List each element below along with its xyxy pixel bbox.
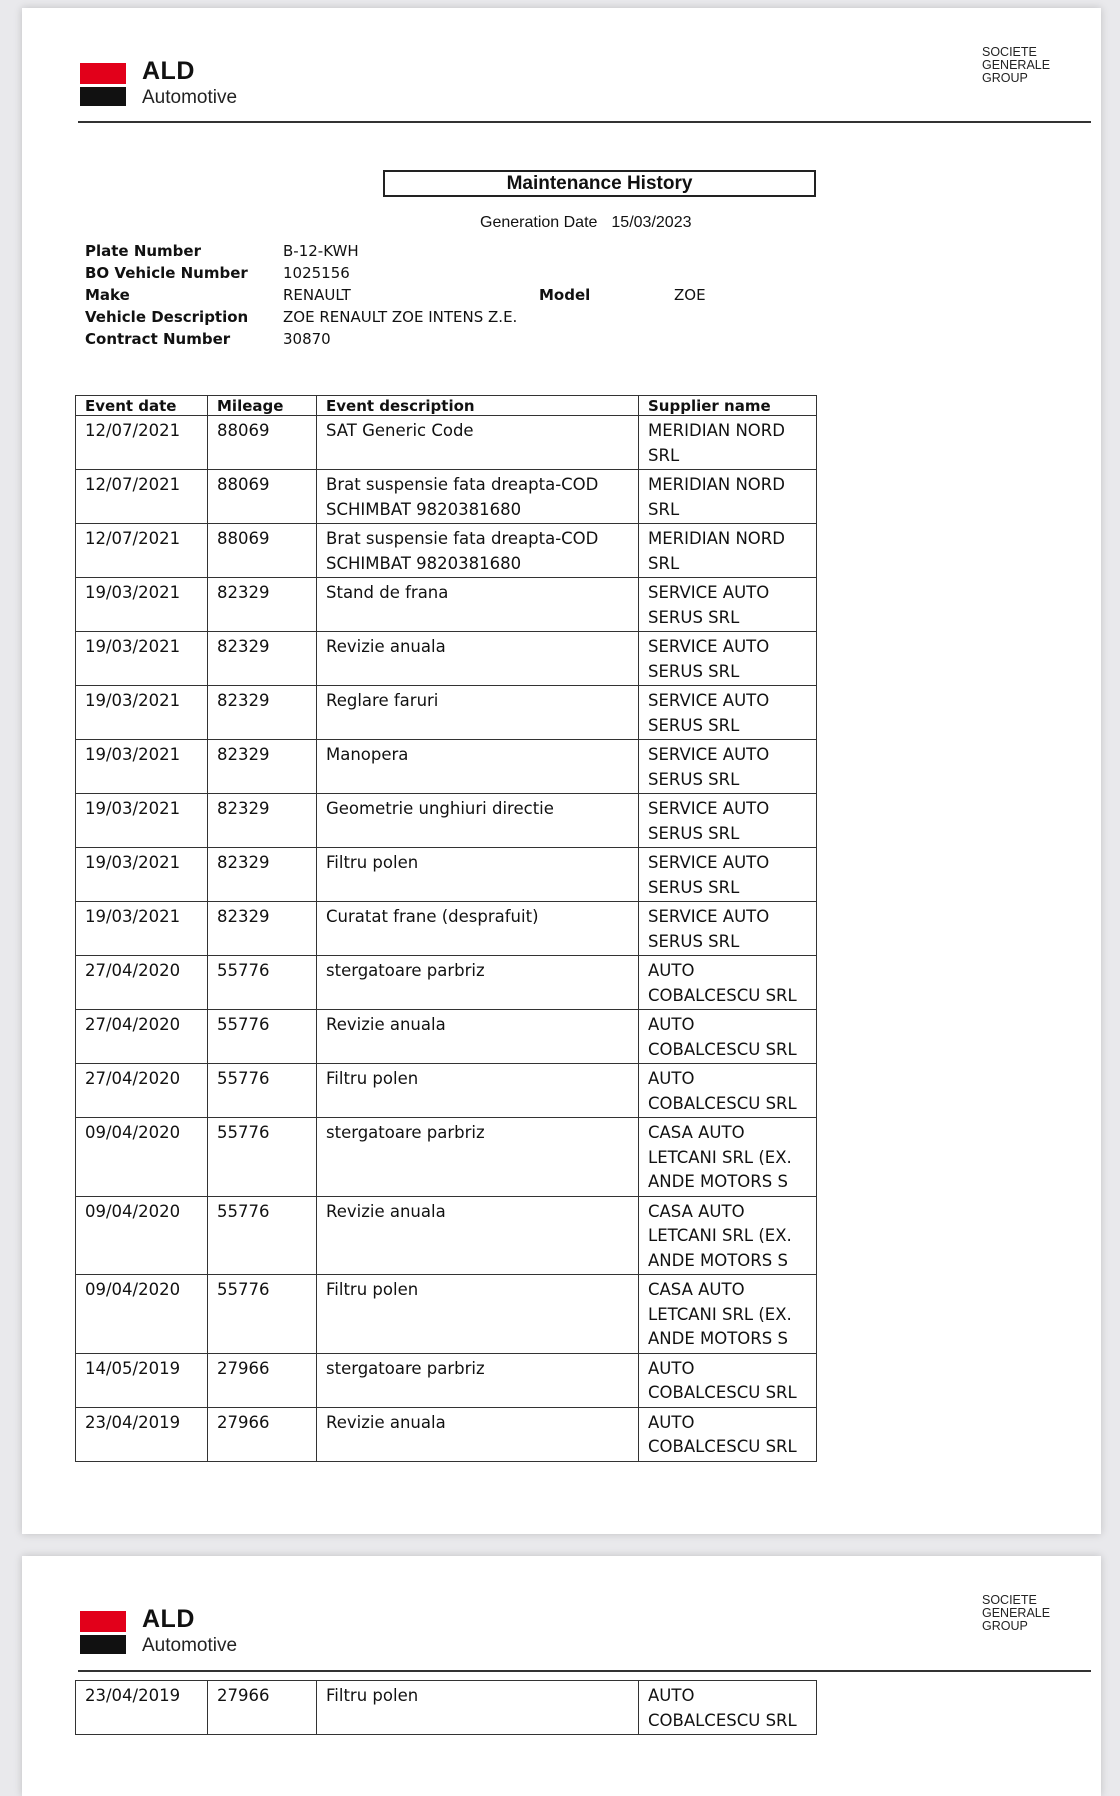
supplier-name-cell: SERVICE AUTO SERUS SRL — [639, 848, 817, 902]
mileage-cell: 55776 — [208, 1064, 317, 1118]
event-date-cell: 19/03/2021 — [76, 578, 208, 632]
table-row — [76, 1118, 817, 1197]
event-date-cell: 12/07/2021 — [76, 524, 208, 578]
table-row — [76, 902, 817, 956]
supplier-name-cell: AUTO COBALCESCU SRL — [639, 1064, 817, 1118]
event-date-cell: 19/03/2021 — [76, 686, 208, 740]
vehicle-description-value: ZOE RENAULT ZOE INTENS Z.E. — [283, 308, 518, 326]
logo-text-ald: ALD — [142, 1605, 195, 1633]
contract-number-label: Contract Number — [85, 330, 231, 348]
table-row — [76, 686, 817, 740]
mileage-cell: 88069 — [208, 470, 317, 524]
mileage-cell: 55776 — [208, 1010, 317, 1064]
generation-date-label: Generation Date — [480, 214, 598, 231]
table-row — [76, 470, 817, 524]
event-description-cell: Curatat frane (desprafuit) — [317, 902, 639, 956]
mileage-cell: 82329 — [208, 686, 317, 740]
vehicle-info-values — [283, 240, 517, 350]
header-divider — [78, 1670, 1091, 1672]
table-row — [76, 1196, 817, 1275]
societe-generale-group-label: SOCIETE GENERALE GROUP — [982, 45, 1051, 85]
supplier-name-cell: MERIDIAN NORD SRL — [639, 524, 817, 578]
mileage-cell: 88069 — [208, 524, 317, 578]
table-row — [76, 578, 817, 632]
event-description-cell: stergatoare parbriz — [317, 956, 639, 1010]
header-mileage: Mileage — [208, 396, 317, 416]
event-date-cell: 09/04/2020 — [76, 1275, 208, 1354]
event-date-cell: 12/07/2021 — [76, 470, 208, 524]
table-row — [76, 1064, 817, 1118]
table-row — [76, 848, 817, 902]
event-date-cell: 19/03/2021 — [76, 794, 208, 848]
supplier-name-cell: AUTO COBALCESCU SRL — [639, 1407, 817, 1461]
event-description-cell: Brat suspensie fata dreapta-COD SCHIMBAT 9820381680 — [317, 524, 639, 578]
generation-date-value: 15/03/2023 — [611, 214, 692, 231]
event-date-cell: 19/03/2021 — [76, 848, 208, 902]
event-description-cell: Filtru polen — [317, 848, 639, 902]
event-date-cell: 12/07/2021 — [76, 416, 208, 470]
model-label: Model — [539, 286, 591, 304]
event-description-cell: Revizie anuala — [317, 1407, 639, 1461]
mileage-cell: 55776 — [208, 1118, 317, 1197]
header-divider — [78, 121, 1091, 123]
event-date-cell: 14/05/2019 — [76, 1353, 208, 1407]
header-event-description: Event description — [317, 396, 639, 416]
plate-number-label: Plate Number — [85, 242, 201, 260]
event-date-cell: 09/04/2020 — [76, 1196, 208, 1275]
supplier-name-cell: AUTO COBALCESCU SRL — [639, 1010, 817, 1064]
plate-number-value: B-12-KWH — [283, 242, 359, 260]
document-title: Maintenance History — [383, 170, 816, 197]
table-row — [76, 740, 817, 794]
event-date-cell: 27/04/2020 — [76, 1064, 208, 1118]
event-description-cell: Filtru polen — [317, 1275, 639, 1354]
table-row — [76, 1275, 817, 1354]
supplier-name-cell: AUTO COBALCESCU SRL — [639, 1681, 817, 1735]
mileage-cell: 82329 — [208, 902, 317, 956]
supplier-name-cell: CASA AUTO LETCANI SRL (EX. ANDE MOTORS S — [639, 1196, 817, 1275]
mileage-cell: 27966 — [208, 1407, 317, 1461]
document-page-2 — [22, 1556, 1101, 1796]
event-description-cell: Filtru polen — [317, 1064, 639, 1118]
ald-logo-icon — [80, 63, 126, 106]
mileage-cell: 55776 — [208, 1275, 317, 1354]
table-header-row — [76, 396, 817, 416]
make-value: RENAULT — [283, 286, 351, 304]
event-description-cell: stergatoare parbriz — [317, 1118, 639, 1197]
mileage-cell: 88069 — [208, 416, 317, 470]
event-date-cell: 23/04/2019 — [76, 1681, 208, 1735]
logo-text-automotive: Automotive — [142, 87, 238, 108]
bo-vehicle-number-label: BO Vehicle Number — [85, 264, 248, 282]
event-description-cell: SAT Generic Code — [317, 416, 639, 470]
table-row — [76, 1010, 817, 1064]
event-date-cell: 23/04/2019 — [76, 1407, 208, 1461]
societe-generale-group-label: SOCIETE GENERALE GROUP — [982, 1593, 1051, 1633]
event-description-cell: Revizie anuala — [317, 1010, 639, 1064]
table-row — [76, 1407, 817, 1461]
table-row — [76, 524, 817, 578]
vehicle-description-label: Vehicle Description — [85, 308, 249, 326]
supplier-name-cell: SERVICE AUTO SERUS SRL — [639, 578, 817, 632]
header-event-date: Event date — [76, 396, 208, 416]
event-date-cell: 27/04/2020 — [76, 956, 208, 1010]
bo-vehicle-number-value: 1025156 — [283, 264, 350, 282]
table-row — [76, 956, 817, 1010]
event-description-cell: Revizie anuala — [317, 1196, 639, 1275]
mileage-cell: 82329 — [208, 848, 317, 902]
ald-logo-icon — [80, 1611, 126, 1654]
table-row — [76, 1353, 817, 1407]
mileage-cell: 82329 — [208, 578, 317, 632]
mileage-cell: 27966 — [208, 1353, 317, 1407]
supplier-name-cell: MERIDIAN NORD SRL — [639, 470, 817, 524]
event-description-cell: Stand de frana — [317, 578, 639, 632]
mileage-cell: 82329 — [208, 794, 317, 848]
event-date-cell: 27/04/2020 — [76, 1010, 208, 1064]
maintenance-events-table-continued — [75, 1680, 817, 1735]
model-value: ZOE — [674, 286, 706, 304]
supplier-name-cell: AUTO COBALCESCU SRL — [639, 1353, 817, 1407]
supplier-name-cell: MERIDIAN NORD SRL — [639, 416, 817, 470]
mileage-cell: 82329 — [208, 632, 317, 686]
event-description-cell: Filtru polen — [317, 1681, 639, 1735]
event-description-cell: Revizie anuala — [317, 632, 639, 686]
mileage-cell: 27966 — [208, 1681, 317, 1735]
ald-automotive-logo — [80, 1605, 270, 1663]
event-date-cell: 19/03/2021 — [76, 740, 208, 794]
supplier-name-cell: SERVICE AUTO SERUS SRL — [639, 902, 817, 956]
supplier-name-cell: AUTO COBALCESCU SRL — [639, 956, 817, 1010]
document-page-1 — [22, 8, 1101, 1534]
generation-date — [480, 214, 691, 232]
ald-automotive-logo — [80, 57, 270, 115]
supplier-name-cell: CASA AUTO LETCANI SRL (EX. ANDE MOTORS S — [639, 1118, 817, 1197]
mileage-cell: 82329 — [208, 740, 317, 794]
supplier-name-cell: SERVICE AUTO SERUS SRL — [639, 686, 817, 740]
logo-text-automotive: Automotive — [142, 1635, 238, 1656]
make-label: Make — [85, 286, 130, 304]
event-date-cell: 19/03/2021 — [76, 632, 208, 686]
supplier-name-cell: SERVICE AUTO SERUS SRL — [639, 740, 817, 794]
mileage-cell: 55776 — [208, 1196, 317, 1275]
table-row — [76, 794, 817, 848]
event-description-cell: stergatoare parbriz — [317, 1353, 639, 1407]
event-description-cell: Geometrie unghiuri directie — [317, 794, 639, 848]
header-supplier-name: Supplier name — [639, 396, 817, 416]
contract-number-value: 30870 — [283, 330, 331, 348]
event-description-cell: Brat suspensie fata dreapta-COD SCHIMBAT 9820381680 — [317, 470, 639, 524]
mileage-cell: 55776 — [208, 956, 317, 1010]
table-row — [76, 632, 817, 686]
vehicle-info-labels — [85, 240, 248, 350]
event-description-cell: Manopera — [317, 740, 639, 794]
supplier-name-cell: CASA AUTO LETCANI SRL (EX. ANDE MOTORS S — [639, 1275, 817, 1354]
supplier-name-cell: SERVICE AUTO SERUS SRL — [639, 794, 817, 848]
event-description-cell: Reglare faruri — [317, 686, 639, 740]
logo-text-ald: ALD — [142, 57, 195, 85]
event-date-cell: 19/03/2021 — [76, 902, 208, 956]
table-row — [76, 1681, 817, 1735]
maintenance-events-table — [75, 395, 817, 1462]
table-row — [76, 416, 817, 470]
supplier-name-cell: SERVICE AUTO SERUS SRL — [639, 632, 817, 686]
event-date-cell: 09/04/2020 — [76, 1118, 208, 1197]
